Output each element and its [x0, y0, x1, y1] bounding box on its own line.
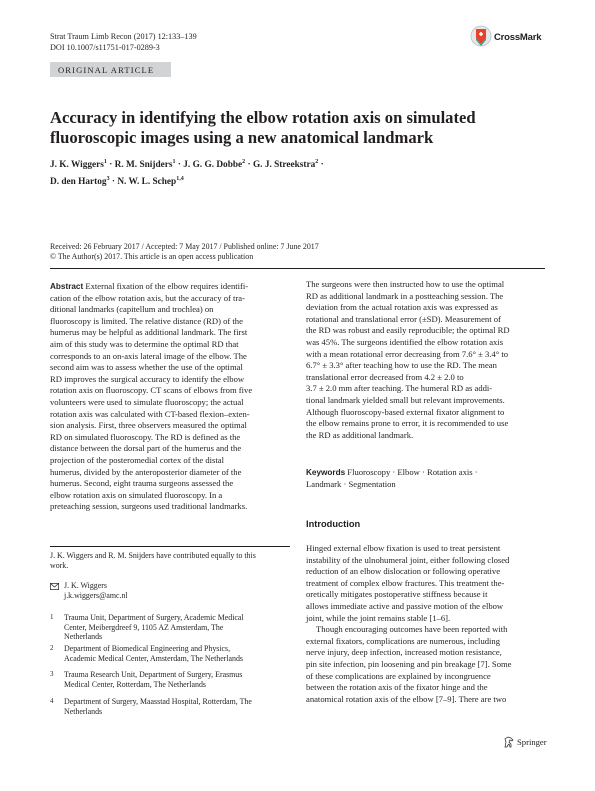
- author-line-1: [50, 155, 470, 172]
- abstract-line: preteaching session, surgeons used traditional landmarks.: [50, 501, 248, 512]
- contact-name: J. K. Wiggers: [64, 581, 107, 590]
- intro-line: pin site infection, pin loosening and pin breakage [7]. Some: [306, 658, 512, 669]
- author-separator: ·: [111, 177, 118, 188]
- title-line-1: Accuracy in identifying the elbow rotation axis on simulated: [50, 108, 476, 127]
- abstract-line: deviation from the actual rotation axis was expressed as: [306, 302, 498, 313]
- affiliation-2: Department of Biomedical Engineering and Physics, Academic Medical Center, Amsterdam, The Netherlands: [64, 644, 243, 663]
- title-line-2: fluoroscopic images using a new anatomical landmark: [50, 127, 434, 147]
- abstract-right-column: [306, 279, 545, 441]
- abstract-line: ditional landmarks (capitellum and trochlea) on: [50, 304, 214, 315]
- author-separator: ·: [109, 160, 115, 171]
- abstract-line: with a mean rotational error decreasing from 7.6° ± 3.4° to: [306, 348, 509, 359]
- author-affiliation-sup: 1: [172, 159, 176, 165]
- intro-line: joint, while the joint remains stable [1–6].: [306, 612, 451, 623]
- affiliation-4: Department of Surgery, Maasstad Hospital, Rotterdam, The Netherlands: [64, 697, 252, 716]
- author-line-2: [50, 172, 470, 189]
- author-affiliation-sup: 2: [242, 159, 246, 165]
- keywords-line: Landmark · Segmentation: [306, 478, 396, 489]
- abstract-line: The surgeons were then instructed how to use the optimal: [306, 279, 505, 289]
- intro-line: Though encouraging outcomes have been reported with: [316, 624, 508, 635]
- doi[interactable]: DOI 10.1007/s11751-017-0289-3: [50, 42, 160, 52]
- author-list: [50, 155, 470, 189]
- journal-citation: [50, 32, 197, 53]
- author-affiliation-sup: 2: [315, 159, 319, 165]
- author-affiliation-sup: 1,4: [176, 176, 184, 183]
- equal-contribution-note: J. K. Wiggers and R. M. Snijders have contributed equally to this work.: [50, 551, 256, 570]
- keywords: [306, 467, 545, 490]
- affiliation-3: Trauma Research Unit, Department of Surgery, Erasmus Medical Center, Rotterdam, The Netherlands: [64, 670, 243, 689]
- publication-dates: [50, 242, 319, 262]
- author-name[interactable]: G. J. Streekstra: [252, 160, 316, 171]
- abstract-line: second aim was to assess whether the use of the optimal: [50, 362, 243, 373]
- abstract-line: humerus may be helpful as additional landmark. The first: [50, 327, 248, 338]
- author-separator: ·: [177, 160, 184, 171]
- article-title: [50, 108, 510, 147]
- envelope-icon: [50, 583, 59, 590]
- abstract-line: translational error decreased from 4.2 ± 2.0 to: [306, 371, 464, 382]
- header-divider: [50, 268, 545, 269]
- abstract-line: RD on simulated fluoroscopy. The RD is defined as the: [50, 431, 241, 442]
- crossmark-badge[interactable]: [470, 24, 550, 50]
- author-name[interactable]: D. den Hartog: [50, 177, 107, 188]
- abstract-line: the RD as additional landmark.: [306, 429, 414, 440]
- abstract-line: humerus, divided by the anteroposterior diameter of the: [50, 466, 242, 477]
- intro-line: external fixators, complications are numerous, including: [306, 635, 501, 646]
- intro-line: treatment of complex elbow fractures. This treatment the-: [306, 577, 505, 588]
- crossmark-icon: [470, 25, 492, 49]
- received-accepted-published: Received: 26 February 2017 / Accepted: 7 May 2017 / Published online: 7 June 2017: [50, 242, 319, 251]
- publisher-logo: [503, 736, 547, 748]
- intro-line: anatomical rotation axis of the elbow [7–9]. There are two: [306, 693, 507, 704]
- abstract-line: rotation axis was calculated with CT-based flexion–exten-: [50, 408, 250, 419]
- author-name[interactable]: J. K. Wiggers: [50, 160, 104, 171]
- intro-line: nerve injury, deep infection, increased motion resistance,: [306, 647, 502, 658]
- abstract-left-column: [50, 281, 290, 513]
- author-separator: ·: [320, 160, 324, 171]
- publisher-name: Springer: [517, 737, 547, 747]
- author-affiliation-sup: 1: [103, 159, 107, 165]
- author-name[interactable]: J. G. G. Dobbe: [183, 160, 243, 171]
- abstract-label: Abstract: [50, 282, 84, 291]
- intro-line: Hinged external elbow fixation is used to treat persistent: [306, 543, 501, 553]
- affiliation-number: 4: [50, 697, 54, 705]
- abstract-line: elbow rotation axis on simulated fluoroscopy. In a: [50, 489, 223, 500]
- abstract-line: corresponds to an on-axis lateral image of the elbow. The: [50, 350, 247, 361]
- abstract-line: 6.7° ± 3.3° after teaching how to use the RD. The mean: [306, 360, 497, 371]
- abstract-line: tional landmark yielded small but relevant improvements.: [306, 394, 505, 405]
- intro-line: allows immediate active and passive motion of the elbow: [306, 600, 504, 611]
- abstract-line: humerus. Second, eight trauma surgeons assessed the: [50, 478, 234, 489]
- abstract-line: sion analysis. First, three observers measured the optimal: [50, 420, 247, 431]
- intro-line: oretically mitigates postoperative stiffness because it: [306, 589, 488, 600]
- abstract-line: RD improves the surgical accuracy to identify the elbow: [50, 373, 245, 384]
- abstract-line: Abstract External fixation of the elbow requires identifi-: [50, 281, 249, 291]
- affiliation-number: 2: [50, 644, 54, 652]
- abstract-line: 3.7 ± 2.0 mm after teaching. The humeral RD as addi-: [306, 383, 493, 394]
- abstract-line: rotation axis on fluoroscopy. CT scans of elbows from five: [50, 385, 253, 396]
- abstract-line: Although fluoroscopy-based external fixator alignment to: [306, 406, 505, 417]
- author-affiliation-sup: 3: [106, 176, 110, 183]
- introduction-body: [306, 543, 545, 705]
- intro-line: instability of the ulnohumeral joint, either following closed: [306, 554, 510, 565]
- contact-email[interactable]: j.k.wiggers@amc.nl: [64, 590, 128, 600]
- abstract-line: distance between the dorsal part of the humerus and the: [50, 443, 242, 454]
- abstract-line: was 45%. The surgeons identified the elbow rotation axis: [306, 336, 504, 347]
- keywords-line: Keywords Fluoroscopy · Elbow · Rotation axis ·: [306, 467, 478, 477]
- intro-line: of these complications are explained by incongruence: [306, 670, 491, 681]
- abstract-line: aim of this study was to determine the optimal RD that: [50, 338, 239, 349]
- journal-reference: Strat Traum Limb Recon (2017) 12:133–139: [50, 32, 197, 41]
- introduction-heading: Introduction: [306, 519, 361, 529]
- affiliation-number: 3: [50, 670, 54, 678]
- abstract-line: fluoroscopy is limited. The relative distance (RD) of the: [50, 315, 243, 326]
- intro-line: between the rotation axis of the fixator hinge and the: [306, 682, 488, 693]
- author-name[interactable]: N. W. L. Schep: [117, 177, 177, 188]
- abstract-line: RD as additional landmark in a postteaching session. The: [306, 290, 504, 301]
- abstract-line: projection of the posteromedial cortex of the distal: [50, 454, 224, 465]
- article-type: ORIGINAL ARTICLE: [58, 65, 155, 75]
- footnote-divider: [50, 546, 290, 547]
- intro-line: reduction of an elbow dislocation or following operative: [306, 566, 501, 577]
- abstract-line: the RD was robust and easily reproducible; the optimal RD: [306, 325, 510, 336]
- springer-horse-icon: [503, 736, 515, 748]
- abstract-line: cation of the elbow rotation axis, but the accuracy of tra-: [50, 292, 245, 303]
- copyright-notice: © The Author(s) 2017. This article is an open access publication: [50, 252, 254, 261]
- author-separator: ·: [247, 160, 253, 171]
- affiliation-number: 1: [50, 613, 54, 621]
- abstract-line: the elbow remains prone to error, it is recommended to use: [306, 418, 509, 429]
- corresponding-author: [64, 581, 128, 600]
- author-name[interactable]: R. M. Snijders: [114, 160, 173, 171]
- abstract-line: volunteers were used to simulate fluoroscopy; the actual: [50, 396, 244, 407]
- affiliation-1: Trauma Unit, Department of Surgery, Academic Medical Center, Meibergdreef 9, 1105 AZ Amsterdam, The Netherlands: [64, 613, 244, 642]
- abstract-line: rotational and translational error (±SD). Measurement of: [306, 313, 501, 324]
- keywords-label: Keywords: [306, 468, 346, 477]
- crossmark-label: CrossMark: [494, 31, 542, 43]
